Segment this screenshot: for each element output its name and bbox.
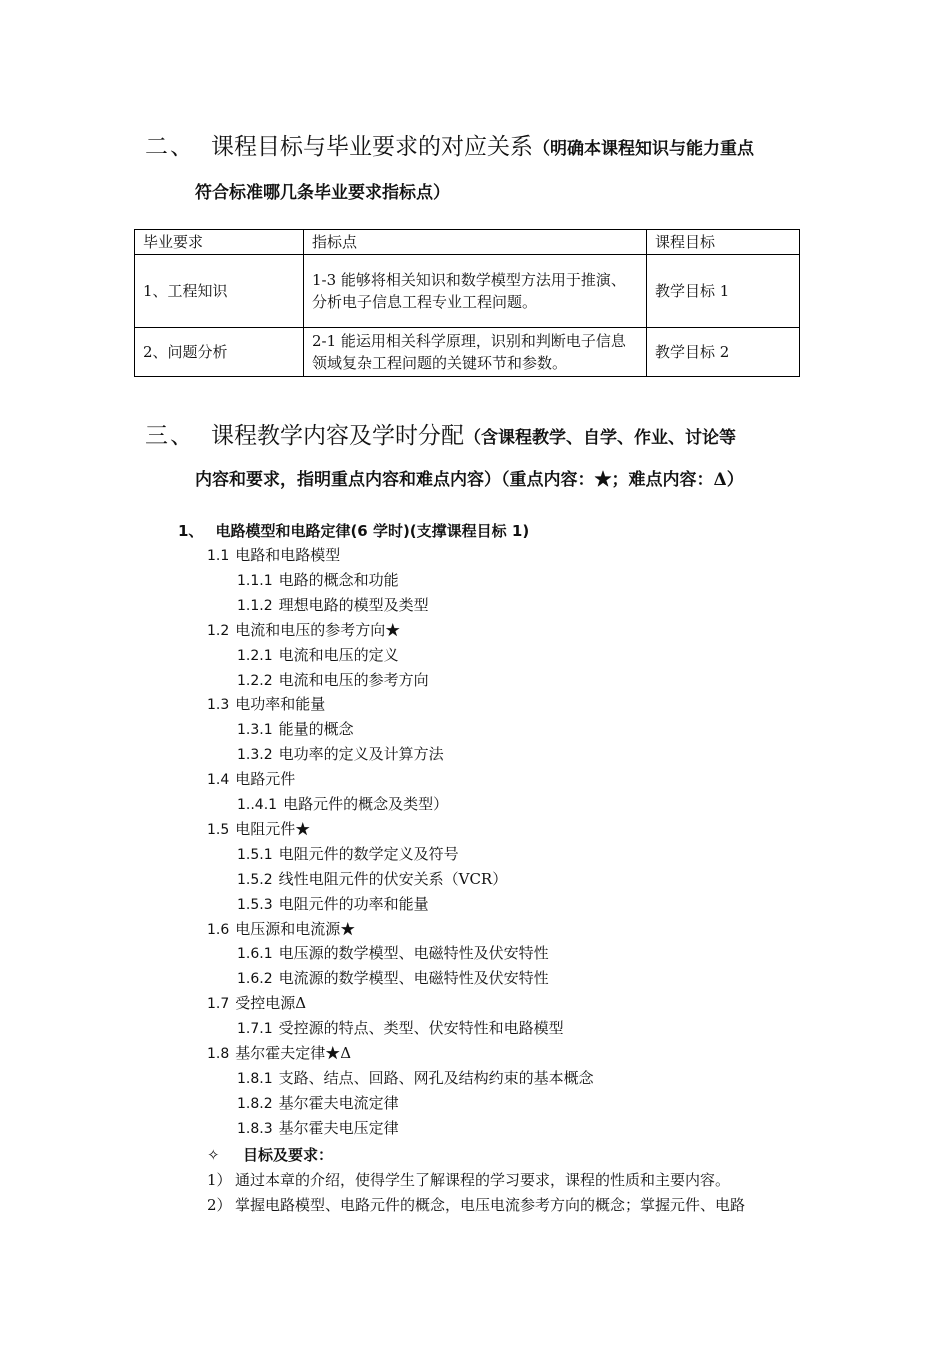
outline-section [207, 543, 340, 568]
outline-text: 电流和电压的定义 [278, 645, 399, 664]
outline-text: 电阻元件的数学定义及符号 [278, 844, 459, 863]
outline-number: 1.1 [207, 548, 230, 564]
outline-number: 1.8.2 [237, 1095, 273, 1112]
outline-subsection [237, 593, 429, 618]
section3-note: （含课程教学、自学、作业、讨论等 [464, 428, 736, 448]
outline-text: 电阻元件的功率和能量 [278, 894, 429, 913]
cell-indicator: 2-1 能运用相关科学原理，识别和判断电子信息领域复杂工程问题的关键环节和参数。 [304, 328, 647, 377]
goal-item-text: 掌握电路模型、电路元件的概念，电压电流参考方向的概念；掌握元件、电路 [235, 1196, 746, 1214]
outline-subsection [237, 941, 549, 966]
outline-text: 电流源的数学模型、电磁特性及伏安特性 [278, 969, 549, 988]
chapter1-number: 1、 [178, 522, 204, 540]
outline-text: 电路元件 [235, 770, 296, 789]
goal-item-number: 2） [207, 1196, 232, 1214]
table-row [135, 328, 800, 377]
cell-goal: 教学目标 2 [647, 328, 800, 377]
outline-text: 电功率和能量 [235, 695, 326, 714]
outline-text: 线性电阻元件的伏安关系（VCR） [278, 869, 508, 888]
outline-text: 电路的概念和功能 [278, 570, 399, 589]
cell-requirement: 1、工程知识 [135, 255, 304, 328]
outline-number: 1.6.1 [237, 946, 273, 963]
outline-text: 受控源的特点、类型、伏安特性和电路模型 [278, 1019, 564, 1038]
outline-number: 1.8 [207, 1046, 230, 1062]
outline-text: 理想电路的模型及类型 [278, 595, 429, 614]
outline-section [207, 767, 295, 792]
outline-number: 1.2 [207, 622, 230, 639]
outline-subsection [237, 643, 399, 668]
outline-text: 电压源和电流源★ [235, 919, 356, 938]
outline-number: 1.5.1 [237, 846, 273, 863]
outline-number: 1.6.2 [237, 971, 273, 988]
cell-goal: 教学目标 1 [647, 255, 800, 328]
goal-item-text: 通过本章的介绍，使得学生了解课程的学习要求，课程的性质和主要内容。 [235, 1171, 731, 1189]
outline-number: 1.6 [207, 921, 230, 938]
outline-subsection [237, 1091, 399, 1116]
goal-item [207, 1168, 730, 1193]
cell-requirement: 2、问题分析 [135, 328, 304, 377]
outline-subsection [237, 668, 429, 693]
outline-number: 1.4 [207, 772, 230, 789]
goal-item-number: 1） [207, 1171, 232, 1189]
outline-subsection [237, 892, 429, 917]
table-header-row [135, 230, 800, 255]
header-indicator: 指标点 [304, 230, 647, 255]
section3-number: 三、 [145, 423, 195, 449]
goals-heading-text: 目标及要求： [243, 1146, 334, 1164]
outline-section [207, 1041, 351, 1066]
section2-title: 课程目标与毕业要求的对应关系 [211, 134, 533, 160]
header-goal: 课程目标 [647, 230, 800, 255]
outline-number: 1.3.1 [237, 722, 273, 739]
section2-heading [145, 128, 754, 161]
outline-subsection [237, 1016, 564, 1041]
outline-subsection [237, 1066, 594, 1091]
outline-section [207, 991, 306, 1016]
outline-number: 1.5.2 [237, 871, 273, 888]
outline-text: 电阻元件★ [235, 819, 311, 838]
section3-note-continued: 内容和要求，指明重点内容和难点内容）（重点内容：★；难点内容：Δ） [195, 470, 744, 490]
outline-number: 1.5.3 [237, 896, 273, 913]
section2-note-continued: 符合标准哪几条毕业要求指标点） [195, 183, 450, 203]
outline-subsection [237, 792, 448, 817]
outline-subsection [237, 966, 549, 991]
outline-text: 受控电源Δ [235, 994, 307, 1013]
outline-text: 电流和电压的参考方向 [278, 670, 429, 689]
outline-text: 电流和电压的参考方向★ [235, 620, 401, 639]
outline-number: 1.3 [207, 697, 230, 714]
outline-number: 1.1.2 [237, 597, 273, 614]
chapter1-title: 电路模型和电路定律(6 学时)(支撑课程目标 1) [215, 522, 530, 540]
outline-subsection [237, 1116, 399, 1141]
outline-subsection [237, 842, 459, 867]
outline-subsection [237, 867, 507, 892]
outline-text: 支路、结点、回路、网孔及结构约束的基本概念 [278, 1068, 594, 1087]
header-requirement: 毕业要求 [135, 230, 304, 255]
outline-section [207, 817, 310, 842]
outline-number: 1.8.3 [237, 1120, 273, 1137]
outline-number: 1.3.2 [237, 747, 273, 764]
goal-item [207, 1193, 745, 1218]
cell-indicator: 1-3 能够将相关知识和数学模型方法用于推演、分析电子信息工程专业工程问题。 [304, 255, 647, 328]
outline-text: 基尔霍夫电压定律 [278, 1118, 399, 1137]
outline-text: 电路元件的概念及类型） [283, 795, 449, 813]
outline-text: 电功率的定义及计算方法 [278, 745, 444, 764]
outline-text: 能量的概念 [278, 720, 354, 739]
chapter1-heading [178, 520, 529, 541]
requirements-table [134, 229, 800, 377]
outline-text: 基尔霍夫电流定律 [278, 1093, 399, 1112]
outline-section [207, 917, 355, 942]
outline-text: 电压源的数学模型、电磁特性及伏安特性 [278, 944, 549, 963]
outline-subsection [237, 717, 354, 742]
outline-number: 1.7.1 [237, 1021, 273, 1038]
outline-number: 1..4.1 [237, 797, 278, 813]
outline-section [207, 692, 325, 717]
goals-heading [207, 1143, 333, 1168]
outline-text: 电路和电路模型 [235, 546, 341, 564]
diamond-icon: ✧ [207, 1146, 220, 1164]
table-row [135, 255, 800, 328]
section2-note: （明确本课程知识与能力重点 [533, 139, 754, 159]
outline-section [207, 618, 400, 643]
section3-heading [145, 417, 736, 450]
outline-text: 基尔霍夫定律★Δ [235, 1044, 352, 1062]
section3-title: 课程教学内容及学时分配 [211, 423, 464, 449]
outline-subsection [237, 568, 399, 593]
outline-number: 1.5 [207, 821, 230, 838]
outline-number: 1.8.1 [237, 1070, 273, 1087]
section2-number: 二、 [145, 134, 195, 160]
outline-number: 1.1.1 [237, 572, 273, 589]
outline-number: 1.7 [207, 996, 230, 1013]
outline-subsection [237, 742, 444, 767]
outline-number: 1.2.2 [237, 672, 273, 689]
outline-number: 1.2.1 [237, 647, 273, 664]
